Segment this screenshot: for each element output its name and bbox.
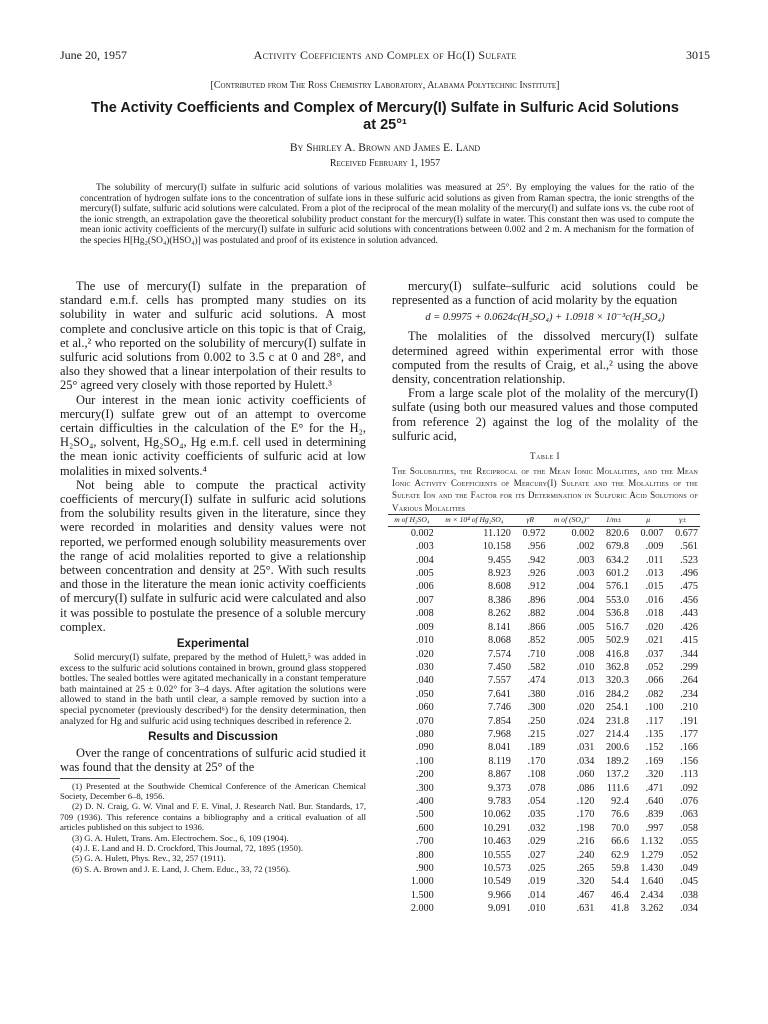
table-cell: .600: [415, 822, 434, 834]
table-cell: 1.000: [410, 876, 434, 888]
column-header: γR: [513, 514, 548, 526]
table-cell: .015: [645, 581, 664, 593]
table-cell: 11.120: [483, 527, 511, 539]
table-cell: .839: [645, 809, 664, 821]
table-cell: .234: [680, 688, 698, 700]
paragraph-density: mercury(I) sulfate–sulfuric acid solutions could be represented as a function of acid molarity by the equation: [392, 279, 698, 308]
table-cell: .299: [680, 661, 698, 673]
table-cell: 231.8: [605, 715, 629, 727]
paragraph-molalities: The molalities of the dissolved mercury(I) sulfate determined agreed within experimental error with those computed from the results of Craig, et al.,² using the above density, concentration relationship.: [392, 329, 698, 387]
table-cell: 9.783: [487, 795, 511, 807]
table-row: [388, 594, 700, 607]
table-cell: 1.640: [640, 876, 664, 888]
table-cell: .020: [415, 648, 434, 660]
table-cell: 111.6: [606, 782, 629, 794]
table-cell: .380: [527, 688, 546, 700]
table-cell: .008: [576, 648, 595, 660]
table-cell: .003: [576, 568, 595, 580]
table-cell: .108: [527, 769, 546, 781]
table-cell: .210: [680, 702, 698, 714]
table-cell: .100: [415, 755, 434, 767]
table-cell: 601.2: [605, 568, 629, 580]
table-caption: The Solubilities, the Reciprocal of the Mean Ionic Molalities, and the Mean Ionic Activity Coefficients of Mercury(I) Sulfate and the Molalities of the Sulfate Ion and the Factor for its Determination in Sulfuric Acid Solutions of Various Molalities: [392, 466, 698, 513]
table-cell: .080: [415, 728, 434, 740]
table-cell: 3.262: [640, 903, 664, 915]
authors: By Shirley A. Brown and James E. Land: [289, 142, 481, 154]
table-row: [388, 875, 700, 888]
table-cell: .198: [576, 822, 595, 834]
table-cell: .045: [680, 876, 698, 888]
table-cell: 0.002: [410, 527, 434, 539]
table-cell: .006: [415, 581, 434, 593]
table-cell: 66.6: [611, 836, 629, 848]
table-cell: .019: [527, 876, 546, 888]
table-cell: .240: [576, 849, 595, 861]
table-cell: .003: [576, 554, 595, 566]
table-cell: .050: [415, 688, 434, 700]
table-cell: .400: [415, 795, 434, 807]
paragraph-interest: Our interest in the mean ionic activity coefficients of mercury(I) sulfate grew out of an attempt to overcome certain difficulties in the calculation of the E° for the H₂, H₂SO₄, solvent, Hg₂SO₄, Hg e.m.f. cell used in determining the mean ionic activity coefficients of sulfuric acid at low molalities in mixed solvents.⁴: [60, 392, 366, 478]
table-cell: 8.041: [487, 742, 511, 754]
footnote: (1) Presented at the Southwide Chemical Conference of the American Chemical Society, December 6–8, 1956.: [60, 780, 366, 802]
column-header: m × 10⁴ of Hg₂SO₄: [436, 514, 513, 526]
table-cell: .215: [527, 728, 546, 740]
table-cell: 10.463: [482, 836, 511, 848]
table-cell: .013: [645, 568, 664, 580]
table-cell: .009: [415, 621, 434, 633]
table-cell: 2.000: [410, 903, 434, 915]
table-cell: 634.2: [605, 554, 629, 566]
table-cell: .004: [576, 608, 595, 620]
table-cell: .700: [415, 836, 434, 848]
table-cell: .152: [645, 742, 664, 754]
column-header: 1/m±: [596, 514, 631, 526]
table-cell: .060: [415, 702, 434, 714]
table-cell: .912: [527, 581, 546, 593]
table-cell: 214.4: [605, 728, 629, 740]
table-cell: .156: [680, 755, 698, 767]
experimental-heading: Experimental: [176, 638, 250, 651]
table-cell: .010: [415, 635, 434, 647]
table-cell: .020: [645, 621, 664, 633]
solubility-table: [388, 514, 700, 916]
table-row: [388, 728, 700, 741]
table-cell: .426: [680, 621, 698, 633]
table-cell: .135: [645, 728, 664, 740]
table-cell: .014: [527, 889, 546, 901]
table-cell: .037: [645, 648, 664, 660]
table-row: [388, 526, 700, 540]
table-cell: .177: [680, 728, 698, 740]
table-cell: .191: [680, 715, 698, 727]
table-cell: 8.923: [487, 568, 511, 580]
table-cell: 10.291: [482, 822, 511, 834]
table-cell: .021: [645, 635, 664, 647]
table-cell: .561: [680, 541, 698, 553]
table-cell: 54.4: [611, 876, 629, 888]
table-row: [388, 554, 700, 567]
table-cell: .300: [415, 782, 434, 794]
table-cell: .052: [680, 849, 698, 861]
table-cell: 46.4: [611, 889, 629, 901]
title-line-1: The Activity Coefficients and Complex of Mercury(I) Sulfate in Sulfuric Acid Solutions: [91, 100, 679, 116]
table-cell: .496: [680, 568, 698, 580]
table-cell: .005: [576, 635, 595, 647]
table-cell: 62.9: [611, 849, 629, 861]
table-row: [388, 621, 700, 634]
table-cell: 0.007: [640, 527, 664, 539]
table-cell: 10.573: [482, 863, 511, 874]
paragraph-experimental: Solid mercury(I) sulfate, prepared by the method of Hulett,⁵ was added in excess to the sulfuric acid solutions contained in brown, ground glass stoppered bottles. The sealed bottles were agitated mechanically in a constant temperature bath maintained at 25 ± 0.02° for 3–4 days. After agitation the solutions were allowed to stand in the bath until clear, a sample removed by suction into a special pycnometer (previously described⁶) for the density determination, then analyzed for Hg and sulfuric acid using techniques described in reference 2.: [60, 652, 366, 727]
table-cell: 7.854: [487, 715, 511, 727]
table-cell: 0.972: [522, 527, 546, 539]
table-cell: .467: [576, 889, 595, 901]
table-row: [388, 688, 700, 701]
table-cell: 189.2: [605, 755, 629, 767]
table-row: [388, 849, 700, 862]
table-row: [388, 540, 700, 553]
table-cell: 76.6: [611, 809, 629, 821]
table-cell: 1.430: [640, 863, 664, 874]
table-cell: .523: [680, 554, 698, 566]
table-cell: .344: [680, 648, 698, 660]
table-cell: .031: [576, 742, 595, 754]
table-cell: 553.0: [605, 594, 629, 606]
paragraph-plot: From a large scale plot of the molality of the mercury(I) sulfate (using both our measured values and those computed from reference 2) against the log of the molality of the sulfuric acid,: [392, 386, 698, 443]
table-cell: .942: [527, 554, 546, 566]
table-cell: 9.966: [487, 889, 511, 901]
table-cell: .027: [576, 728, 595, 740]
table-cell: 8.608: [487, 581, 511, 593]
table-cell: .926: [527, 568, 546, 580]
table-cell: .052: [645, 661, 664, 673]
header-title: Activity Coefficients and Complex of Hg(I) Sulfate: [253, 48, 517, 62]
column-header: μ: [631, 514, 666, 526]
table-cell: .169: [645, 755, 664, 767]
table-cell: .009: [645, 541, 664, 553]
table-cell: 502.9: [605, 635, 629, 647]
footnote: (4) J. E. Land and H. D. Crockford, This Journal, 72, 1895 (1950).: [72, 843, 303, 854]
table-row: [388, 889, 700, 902]
table-cell: .016: [645, 594, 664, 606]
table-cell: .002: [576, 541, 595, 553]
table-label: Table I: [530, 451, 560, 462]
table-cell: 8.386: [487, 594, 511, 606]
table-cell: .005: [415, 568, 434, 580]
table-cell: 820.6: [605, 527, 629, 539]
header-date: June 20, 1957: [60, 48, 127, 62]
table-cell: .038: [680, 889, 698, 901]
table-cell: 0.677: [675, 527, 698, 539]
footnote-rule: [60, 778, 120, 779]
table-row: [388, 701, 700, 714]
table-cell: .078: [527, 782, 546, 794]
table-cell: .170: [576, 809, 595, 821]
table-cell: 254.1: [605, 702, 629, 714]
running-header: [60, 48, 710, 64]
table-row: [388, 741, 700, 754]
table-cell: .582: [527, 661, 546, 673]
table-cell: 2.434: [640, 889, 664, 901]
density-equation: d = 0.9975 + 0.0624c(H₂SO₄) + 1.0918 × 10⁻³c(H₂SO₄): [425, 312, 665, 324]
table-cell: .004: [576, 594, 595, 606]
table-cell: .475: [680, 581, 698, 593]
table-cell: .035: [527, 809, 546, 821]
table-row: [388, 755, 700, 768]
column-header: m of (SO₄)⁼: [547, 514, 596, 526]
title-line-2: at 25°¹: [363, 117, 407, 133]
table-cell: .049: [680, 863, 698, 874]
table-cell: .058: [680, 822, 698, 834]
left-column: [60, 279, 366, 874]
table-cell: .063: [680, 809, 698, 821]
table-row: [388, 567, 700, 580]
received-date: Received February 1, 1957: [329, 158, 441, 169]
table-cell: 70.0: [611, 822, 629, 834]
table-cell: .004: [576, 581, 595, 593]
table-cell: 7.641: [487, 688, 511, 700]
table-cell: .250: [527, 715, 546, 727]
table-cell: .070: [415, 715, 434, 727]
table-cell: .060: [576, 769, 595, 781]
column-header: m of H₂SO₄: [388, 514, 436, 526]
table-cell: 59.8: [611, 863, 629, 874]
table-cell: .066: [645, 675, 664, 687]
table-cell: 8.119: [488, 755, 511, 767]
table-row: [388, 607, 700, 620]
table-cell: .474: [527, 675, 546, 687]
table-cell: .117: [645, 715, 664, 727]
footnote: (3) G. A. Hulett, Trans. Am. Electrochem. Soc., 6, 109 (1904).: [72, 832, 289, 843]
table-cell: .010: [527, 903, 546, 915]
footnote: (2) D. N. Craig, G. W. Vinal and F. E. Vinal, J. Research Natl. Bur. Standards, 17, 709 (1936). This reference contains a bibliography and a critical evaluation of all articles published on this subject to 1936.: [60, 801, 366, 833]
table-cell: .008: [415, 608, 434, 620]
table-cell: 9.373: [487, 782, 511, 794]
table-cell: .500: [415, 809, 434, 821]
table-row: [388, 768, 700, 781]
table-cell: 7.574: [487, 648, 511, 660]
table-cell: .040: [415, 675, 434, 687]
table-cell: .631: [576, 903, 595, 915]
table-cell: .054: [527, 795, 546, 807]
table-cell: .018: [645, 608, 664, 620]
table-cell: 137.2: [605, 769, 629, 781]
paragraph-not-able: Not being able to compute the practical activity coefficients of mercury(I) sulfate in sulfuric acid solutions from the solubility results given in the literature, since they were recorded in molarities and density values were not reported, we performed enough solubility measurements over the range of acid molalities reported to give a relationship between concentration and density at 25°. With such results and those in the literature the mean ionic activity coefficients of mercury(I) sulfate in sulfuric acid were calculated and also it was possible to postulate the presence of a soluble mercury complex.: [60, 477, 366, 634]
table-cell: 10.555: [482, 849, 511, 861]
table-cell: 8.068: [487, 635, 511, 647]
table-cell: .013: [576, 675, 595, 687]
table-cell: .320: [576, 876, 595, 888]
table-cell: .896: [527, 594, 546, 606]
table-cell: .113: [680, 769, 698, 781]
table-row: [388, 634, 700, 647]
table-cell: 576.1: [605, 581, 629, 593]
table-cell: .016: [576, 688, 595, 700]
table-cell: .030: [415, 661, 434, 673]
table-cell: .170: [527, 755, 546, 767]
table-cell: .025: [527, 863, 546, 874]
table-cell: .900: [415, 863, 434, 874]
table-cell: .320: [645, 769, 664, 781]
footnote: (6) S. A. Brown and J. E. Land, J. Chem. Educ., 33, 72 (1956).: [72, 863, 291, 874]
table-cell: 1.500: [410, 889, 434, 901]
table-row: [388, 674, 700, 687]
table-cell: 7.968: [487, 728, 511, 740]
table-cell: .032: [527, 822, 546, 834]
table-cell: 8.141: [487, 621, 511, 633]
table-cell: .007: [415, 594, 434, 606]
table-cell: .010: [576, 661, 595, 673]
table-cell: 10.062: [482, 809, 511, 821]
table-cell: .415: [680, 635, 698, 647]
table-cell: .471: [645, 782, 664, 794]
table-cell: .216: [576, 836, 595, 848]
table-cell: .011: [645, 554, 664, 566]
table-row: [388, 648, 700, 661]
table-cell: .055: [680, 836, 698, 848]
table-cell: 41.8: [611, 903, 629, 915]
table-cell: .090: [415, 742, 434, 754]
table-cell: .120: [576, 795, 595, 807]
table-cell: .004: [415, 554, 434, 566]
table-cell: .082: [645, 688, 664, 700]
table-row: [388, 580, 700, 593]
table-cell: 679.8: [605, 541, 629, 553]
table-cell: .076: [680, 795, 698, 807]
table-cell: .189: [527, 742, 546, 754]
table-cell: 8.867: [487, 769, 511, 781]
table-cell: 516.7: [605, 621, 629, 633]
table-cell: 0.002: [571, 527, 595, 539]
table-cell: .034: [576, 755, 595, 767]
table-cell: .029: [527, 836, 546, 848]
table-row: [388, 822, 700, 835]
table-cell: .640: [645, 795, 664, 807]
paragraph-results: Over the range of concentrations of sulfuric acid studied it was found that the density at 25° of the: [60, 746, 366, 775]
table-cell: .100: [645, 702, 664, 714]
table-cell: .956: [527, 541, 546, 553]
table-row: [388, 808, 700, 821]
table-row: [388, 862, 700, 875]
table-cell: 536.8: [605, 608, 629, 620]
table-body: [388, 526, 700, 915]
table-cell: 9.091: [487, 903, 511, 915]
table-cell: .265: [576, 863, 595, 874]
results-heading: Results and Discussion: [148, 731, 278, 744]
table-cell: 10.158: [482, 541, 511, 553]
table-cell: 1.132: [640, 836, 664, 848]
table-cell: .852: [527, 635, 546, 647]
table-cell: 10.549: [482, 876, 511, 888]
table-cell: .005: [576, 621, 595, 633]
table-cell: 320.3: [605, 675, 629, 687]
table-row: [388, 795, 700, 808]
table-cell: .443: [680, 608, 698, 620]
table-row: [388, 661, 700, 674]
table-cell: .003: [415, 541, 434, 553]
footnote: (5) G. A. Hulett, Phys. Rev., 32, 257 (1911).: [72, 853, 226, 864]
table-cell: .166: [680, 742, 698, 754]
table-cell: .456: [680, 594, 698, 606]
table-cell: 8.262: [487, 608, 511, 620]
table-cell: 7.450: [487, 661, 511, 673]
table-cell: 362.8: [605, 661, 629, 673]
table-cell: 1.279: [640, 849, 664, 861]
table-cell: .300: [527, 702, 546, 714]
table-cell: 416.8: [605, 648, 629, 660]
paragraph-intro: The use of mercury(I) sulfate in the preparation of standard e.m.f. cells has prompted many studies on its solubility in water and sulfuric acid solutions. A most complete and conclusive article on this topic is that of Craig, et al.,² who reported on the solubility of mercury(I) sulfate in sulfuric acid solutions from 0.002 to 3.5 c at 0 and 28°, and also they showed that a linear interpolation of their results to 25° agreed very closely with those reported by Hulett.³: [60, 279, 366, 393]
table-cell: .710: [527, 648, 546, 660]
table-cell: .997: [645, 822, 664, 834]
table-cell: 7.557: [487, 675, 511, 687]
table-cell: 7.746: [487, 702, 511, 714]
table-cell: .086: [576, 782, 595, 794]
table-row: [388, 902, 700, 915]
table-row: [388, 715, 700, 728]
table-cell: .882: [527, 608, 546, 620]
table-cell: .034: [680, 903, 698, 915]
header-page-number: 3015: [686, 48, 710, 62]
table-cell: 9.455: [487, 554, 511, 566]
table-row: [388, 835, 700, 848]
abstract: The solubility of mercury(I) sulfate in sulfuric acid solutions of various molalities was measured at 25°. By employing the values for the ratio of the concentration of hydrogen sulfate ions to the concentration of sulfate ions in these sulfuric acid solutions as given from Raman spectra, the ionic strengths of the mercury(I) sulfate, sulfuric acid solutions were calculated. From a plot of the reciprocal of the mean molality of the mercury(I) and sulfate ions vs. the cube root of the ionic strength, an extrapolation gave the theoretical solubility product constant for the mercury(I) sulfate in water. This constant then was used to compute the mean ionic activity coefficients of the mercury(I) sulfate in sulfuric acid solutions with concentrations between 0.002 and 2 m. A mechanism for the formation of the species H[Hg₂(SO₄)(HSO₄)] was postulated and proof of its existence in solution advanced.: [80, 183, 694, 246]
table-cell: 200.6: [605, 742, 629, 754]
table-cell: .020: [576, 702, 595, 714]
column-header: γ±: [665, 514, 700, 526]
article-title: [70, 100, 700, 134]
table-row: [388, 782, 700, 795]
table-header-row: [388, 514, 700, 526]
contribution-line: [Contributed from The Ross Chemistry Laboratory, Alabama Polytechnic Institute]: [210, 80, 560, 91]
table-cell: .264: [680, 675, 698, 687]
table-cell: 92.4: [611, 795, 629, 807]
table-cell: .200: [415, 769, 434, 781]
table-cell: .866: [527, 621, 546, 633]
table-cell: .800: [415, 849, 434, 861]
table-cell: .027: [527, 849, 546, 861]
table-cell: .024: [576, 715, 595, 727]
table-cell: .092: [680, 782, 698, 794]
table-cell: 284.2: [605, 688, 629, 700]
right-column: [392, 279, 698, 916]
